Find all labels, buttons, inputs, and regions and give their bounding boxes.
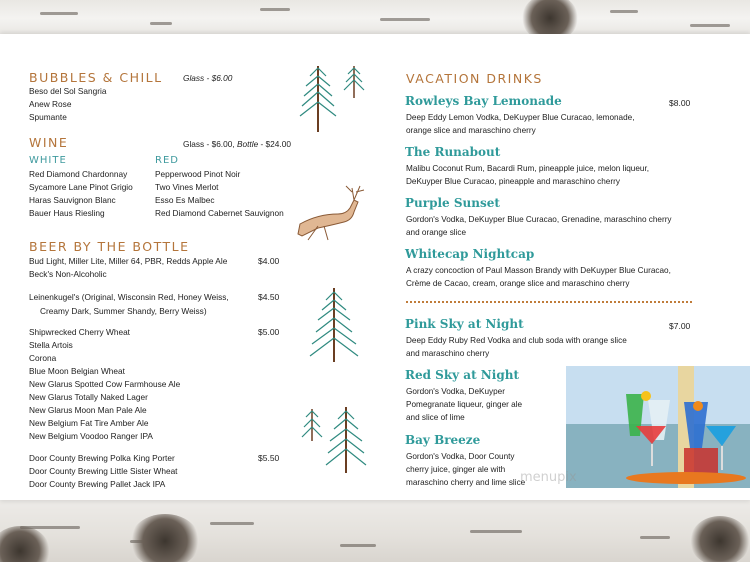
drink-name: The Runabout xyxy=(405,145,501,159)
beer-item: New Glarus Moon Man Pale Ale xyxy=(29,405,147,415)
drink-desc: Malibu Coconut Rum, Bacardi Rum, pineapple juice, melon liqueur, DeKuyper Blue Curacao, pineapple and maraschino cherry xyxy=(406,164,650,186)
bubbles-item: Spumante xyxy=(29,112,67,122)
white-wine-item: Bauer Haus Riesling xyxy=(29,208,105,218)
drink-name: Bay Breeze xyxy=(405,433,481,447)
vacation-heading: VACATION DRINKS xyxy=(406,71,543,86)
drink-name: Red Sky at Night xyxy=(405,368,519,382)
red-wine-label: RED xyxy=(155,155,179,166)
beer-item: Corona xyxy=(29,353,57,363)
beer-item: Blue Moon Belgian Wheat xyxy=(29,366,125,376)
birch-bark-bottom-border xyxy=(0,496,750,562)
drink-desc: Deep Eddy Lemon Vodka, DeKuyper Blue Curacao, lemonade, orange slice and maraschino cherry xyxy=(406,113,635,135)
drink-name: Pink Sky at Night xyxy=(405,317,524,331)
section-divider xyxy=(406,301,692,303)
drink-name: Purple Sunset xyxy=(405,196,500,210)
drink-desc: Gordon's Vodka, Door County cherry juice, ginger ale with maraschino cherry and lime slice xyxy=(406,452,526,487)
drink-desc: Gordon's Vodka, DeKuyper Pomegranate liqueur, ginger ale and slice of lime xyxy=(406,387,523,422)
pine-trees-icon xyxy=(296,62,368,138)
white-wine-label: WHITE xyxy=(29,155,67,166)
red-wine-item: Pepperwood Pinot Noir xyxy=(155,169,241,179)
red-wine-item: Red Diamond Cabernet Sauvignon xyxy=(155,208,284,218)
wine-heading: WINE xyxy=(29,135,69,150)
drink-desc: Deep Eddy Ruby Red Vodka and club soda with orange slice and maraschino cherry xyxy=(406,336,627,358)
drink-desc: A crazy concoction of Paul Masson Brandy with DeKuyper Blue Curacao, Crème de Cacao, cream, orange slice and maraschino cherry xyxy=(406,266,671,288)
beer-heading: BEER BY THE BOTTLE xyxy=(29,239,190,254)
bubbles-glass-price: Glass - $6.00 xyxy=(183,73,233,83)
bubbles-heading: BUBBLES & CHILL xyxy=(29,70,163,85)
pine-trees-small-icon xyxy=(300,405,370,477)
beer-item: Door County Brewing Little Sister Wheat xyxy=(29,466,178,476)
beer-item: New Glarus Totally Naked Lager xyxy=(29,392,148,402)
drink-name: Rowleys Bay Lemonade xyxy=(405,94,562,108)
beer-item: New Glarus Spotted Cow Farmhouse Ale xyxy=(29,379,181,389)
beer-price: $5.00 xyxy=(258,327,280,337)
bubbles-item: Anew Rose xyxy=(29,99,72,109)
drink-desc: Gordon's Vodka, DeKuyper Blue Curacao, Grenadine, maraschino cherry and orange slice xyxy=(406,215,672,237)
beer-item: New Belgium Fat Tire Amber Ale xyxy=(29,418,149,428)
beer-item: Shipwrecked Cherry Wheat xyxy=(29,327,130,337)
beer-item: New Belgium Voodoo Ranger IPA xyxy=(29,431,153,441)
beer-price: $4.50 xyxy=(258,292,280,302)
white-wine-item: Sycamore Lane Pinot Grigio xyxy=(29,182,133,192)
cocktails-photo xyxy=(566,366,750,488)
beer-item: Bud Light, Miller Lite, Miller 64, PBR, Redds Apple Ale xyxy=(29,256,228,266)
menupix-watermark: menupix xyxy=(520,470,577,485)
white-wine-item: Red Diamond Chardonnay xyxy=(29,169,128,179)
vacation-price-8: $8.00 xyxy=(669,98,691,108)
beer-item: Leinenkugel's (Original, Wisconsin Red, Honey Weiss, xyxy=(29,292,229,302)
beer-item: Creamy Dark, Summer Shandy, Berry Weiss) xyxy=(40,306,207,316)
white-wine-item: Haras Sauvignon Blanc xyxy=(29,195,116,205)
beer-item: Stella Artois xyxy=(29,340,73,350)
beer-price: $5.50 xyxy=(258,453,280,463)
beer-item: Door County Brewing Pallet Jack IPA xyxy=(29,479,166,489)
bubbles-item: Beso del Sol Sangria xyxy=(29,86,107,96)
pine-tree-icon xyxy=(308,286,360,366)
beer-item: Beck's Non-Alcoholic xyxy=(29,269,107,279)
drink-name: Whitecap Nightcap xyxy=(405,247,535,261)
red-wine-item: Two Vines Merlot xyxy=(155,182,219,192)
red-wine-item: Esso Es Malbec xyxy=(155,195,215,205)
wine-price: Glass - $6.00, Bottle - $24.00 xyxy=(183,139,291,149)
cocktail-glasses-icon xyxy=(566,366,750,488)
beer-item: Door County Brewing Polka King Porter xyxy=(29,453,175,463)
deer-icon xyxy=(288,180,372,244)
beer-price: $4.00 xyxy=(258,256,280,266)
vacation-price-7: $7.00 xyxy=(669,321,691,331)
